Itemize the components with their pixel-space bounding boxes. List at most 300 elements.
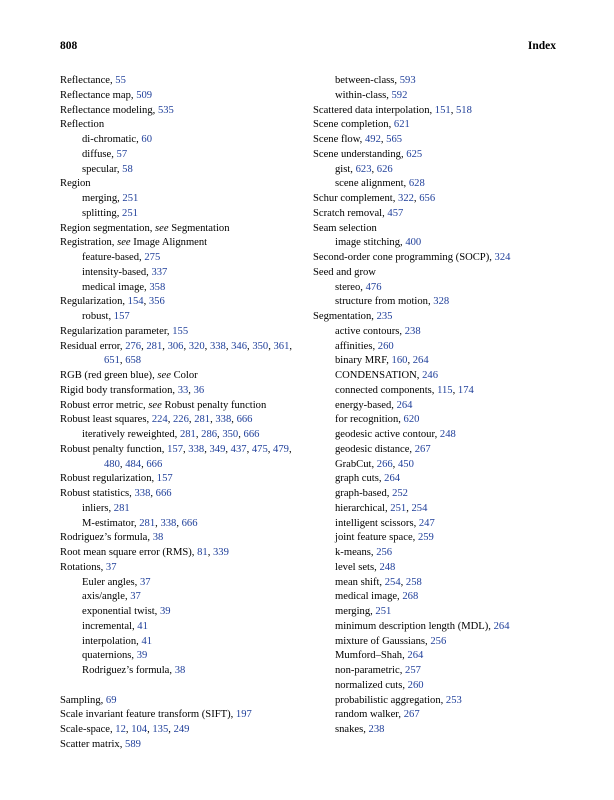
- page-reference-link[interactable]: 155: [172, 325, 189, 337]
- index-term: Region segmentation,: [60, 222, 156, 234]
- page-reference-link[interactable]: 535: [157, 104, 174, 116]
- index-subentry: [60, 192, 308, 207]
- index-subentry: mean shift, 254, 258: [335, 576, 422, 588]
- index-term: Scatter matrix,: [60, 738, 126, 750]
- index-subentry: [60, 502, 308, 517]
- index-entry: Robust least squares, 224, 226, 281, 338, 666: [60, 414, 253, 426]
- page-reference-link[interactable]: 37: [130, 591, 141, 603]
- index-term: graph-based,: [335, 488, 393, 499]
- page-reference-link[interactable]: 251: [390, 502, 407, 514]
- page-reference-link[interactable]: 248: [439, 429, 456, 440]
- page-reference-link[interactable]: 338: [188, 443, 205, 455]
- page-reference-link[interactable]: 666: [146, 458, 163, 470]
- index-term: minimum description length (MDL),: [335, 620, 494, 632]
- page-reference-link[interactable]: 39: [136, 650, 148, 662]
- index-subentry: [313, 531, 563, 546]
- page-reference-link[interactable]: 324: [494, 252, 511, 263]
- index-subentry: [60, 207, 308, 222]
- page-reference-link[interactable]: 623: [355, 163, 372, 175]
- page-reference-link[interactable]: 475: [251, 443, 268, 455]
- page-reference-link[interactable]: 135: [152, 724, 169, 735]
- index-term: connected components,: [335, 384, 438, 396]
- page-reference-link[interactable]: 38: [152, 532, 164, 544]
- page-reference-link[interactable]: 254: [411, 502, 428, 514]
- index-term: diffuse,: [82, 148, 117, 160]
- index-entry: [60, 738, 308, 753]
- index-column-right: [313, 74, 563, 738]
- index-term: Scattered data interpolation,: [313, 104, 435, 116]
- index-term: stereo,: [335, 281, 366, 293]
- section-title: Index: [527, 40, 556, 52]
- page-reference-link[interactable]: 621: [393, 119, 410, 131]
- page-reference-link[interactable]: 12: [115, 724, 126, 735]
- page-reference-link[interactable]: 450: [397, 458, 414, 470]
- page-reference-link[interactable]: 104: [131, 724, 148, 735]
- page-reference-link[interactable]: 281: [194, 414, 211, 426]
- index-term: energy-based,: [335, 399, 397, 411]
- index-column-left: [60, 74, 308, 753]
- index-term: random walker,: [335, 709, 404, 721]
- index-term: incremental,: [82, 620, 138, 632]
- index-term: non-parametric,: [335, 665, 406, 676]
- page-reference-link[interactable]: 224: [151, 414, 168, 426]
- page-reference-link[interactable]: 625: [406, 148, 423, 160]
- page-reference-link[interactable]: 157: [167, 443, 183, 455]
- index-term: medical image,: [335, 591, 403, 603]
- page-reference-link[interactable]: 339: [213, 547, 229, 558]
- see-target: Color: [173, 370, 198, 381]
- page-reference-link[interactable]: 266: [376, 458, 393, 470]
- index-entry: [313, 310, 563, 325]
- index-entry: [60, 236, 308, 251]
- page-reference-link[interactable]: 666: [243, 429, 260, 440]
- page-reference-link[interactable]: 656: [419, 193, 436, 204]
- page-reference-link[interactable]: 246: [422, 370, 438, 381]
- index-subentry: iteratively reweighted, 281, 286, 350, 666: [82, 429, 260, 440]
- index-term: Second-order cone programming (SOCP),: [313, 252, 495, 263]
- index-term: Robust statistics,: [60, 488, 135, 499]
- index-entry: [60, 104, 308, 119]
- index-subentry: [60, 635, 308, 650]
- index-subentry: [60, 310, 308, 325]
- index-term: M-estimator,: [82, 517, 140, 529]
- index-term: Regularization,: [60, 296, 128, 308]
- page-reference-link[interactable]: 589: [125, 738, 141, 750]
- index-term: robust,: [82, 311, 114, 322]
- index-subentry: M-estimator, 281, 338, 666: [82, 517, 198, 529]
- page-reference-link[interactable]: 260: [407, 679, 424, 691]
- index-subentry: hierarchical, 251, 254: [335, 502, 428, 514]
- index-subentry: [313, 517, 563, 532]
- page-reference-link[interactable]: 593: [399, 75, 416, 86]
- page-reference-link[interactable]: 628: [408, 178, 425, 190]
- page-reference-link[interactable]: 509: [136, 89, 153, 101]
- index-term: mixture of Gaussians,: [335, 635, 431, 647]
- page-reference-link[interactable]: 264: [493, 620, 510, 632]
- index-term: active contours,: [335, 325, 405, 337]
- index-term: Euler angles,: [82, 576, 140, 588]
- index-term: exponential twist,: [82, 606, 160, 617]
- index-term: Schur complement,: [313, 193, 399, 204]
- index-term: CONDENSATION,: [335, 370, 423, 381]
- index-term: scene alignment,: [335, 178, 409, 190]
- page-reference-link[interactable]: 338: [209, 340, 226, 352]
- page-reference-link[interactable]: 306: [167, 340, 184, 352]
- page-reference-link[interactable]: 592: [391, 89, 408, 101]
- index-term: Robust penalty function,: [60, 443, 168, 455]
- page-reference-link[interactable]: 518: [455, 104, 472, 116]
- index-term: affinities,: [335, 340, 378, 352]
- page-reference-link[interactable]: 350: [222, 429, 239, 440]
- index-term: inliers,: [82, 502, 114, 514]
- index-entry: [60, 118, 308, 133]
- index-term: Scale-space,: [60, 724, 116, 735]
- index-subentry: [60, 163, 308, 178]
- index-term: merging,: [82, 193, 123, 204]
- page-reference-link[interactable]: 258: [405, 576, 422, 588]
- page-reference-link[interactable]: 157: [113, 311, 130, 322]
- page-reference-link[interactable]: 264: [396, 399, 413, 411]
- index-entry: Robust statistics, 338, 666: [60, 488, 172, 499]
- index-term: Robust error metric,: [60, 399, 149, 411]
- index-term: Scene flow,: [313, 134, 365, 145]
- page-number: 808: [60, 40, 78, 52]
- page-reference-link[interactable]: 281: [146, 340, 163, 352]
- page-reference-link[interactable]: 338: [215, 414, 232, 426]
- index-subentry: [60, 281, 308, 296]
- page-reference-link[interactable]: 33: [177, 384, 189, 396]
- index-entry: [60, 708, 308, 723]
- index-entry: [60, 369, 308, 384]
- index-subentry: [313, 635, 563, 650]
- index-subentry: [313, 723, 563, 738]
- index-term: binary MRF,: [335, 355, 392, 367]
- page-reference-link[interactable]: 620: [403, 414, 420, 426]
- index-entry: [60, 89, 308, 104]
- see-label: see: [148, 399, 162, 411]
- page-reference-link[interactable]: 267: [414, 443, 431, 455]
- page-reference-link[interactable]: 37: [139, 576, 151, 588]
- page-reference-link[interactable]: 565: [386, 134, 403, 145]
- index-entry: [60, 561, 308, 576]
- index-term: Registration,: [60, 237, 118, 249]
- index-term: Rigid body transformation,: [60, 384, 178, 396]
- index-subentry: [313, 620, 563, 635]
- index-entry: Scattered data interpolation, 151, 518: [313, 104, 472, 116]
- page-reference-link[interactable]: 254: [384, 576, 401, 588]
- page-reference-link[interactable]: 457: [387, 207, 404, 219]
- index-subentry: [313, 369, 563, 384]
- index-subentry: binary MRF, 160, 264: [335, 355, 429, 367]
- index-subentry: [313, 472, 563, 487]
- index-entry: [60, 74, 308, 89]
- index-entry: [60, 222, 308, 237]
- page-reference-link[interactable]: 248: [379, 561, 396, 573]
- page-reference-link[interactable]: 666: [155, 488, 172, 499]
- index-term: Rotations,: [60, 561, 106, 573]
- index-subentry: [60, 664, 308, 679]
- page-reference-link[interactable]: 281: [179, 429, 196, 440]
- index-subentry: [313, 236, 563, 251]
- index-term: Seam selection: [313, 222, 377, 234]
- index-term: Robust regularization,: [60, 473, 157, 485]
- page-reference-link[interactable]: 286: [201, 429, 218, 440]
- index-subentry: gist, 623, 626: [335, 163, 393, 175]
- index-term: Rodriguez’s formula,: [82, 665, 175, 676]
- page-reference-link[interactable]: 259: [417, 532, 434, 544]
- index-term: Scene understanding,: [313, 148, 407, 160]
- index-entry: [60, 472, 308, 487]
- page-reference-link[interactable]: 338: [134, 488, 151, 499]
- index-entry: Regularization, 154, 356: [60, 296, 165, 308]
- index-subentry: [60, 133, 308, 148]
- page-reference-link[interactable]: 492: [364, 134, 381, 145]
- index-term: Rodriguez’s formula,: [60, 532, 153, 544]
- index-entry: [60, 694, 308, 709]
- page-reference-link[interactable]: 264: [407, 650, 424, 662]
- index-term: geodesic distance,: [335, 443, 415, 455]
- index-entry: [60, 399, 308, 414]
- page-reference-link[interactable]: 151: [434, 104, 451, 116]
- index-subentry: [313, 177, 563, 192]
- index-term: RGB (red green blue),: [60, 370, 158, 381]
- index-term: snakes,: [335, 724, 369, 735]
- index-term: di-chromatic,: [82, 134, 142, 145]
- page-reference-link[interactable]: 400: [405, 237, 422, 249]
- page-reference-link[interactable]: 267: [403, 709, 420, 721]
- page-reference-link[interactable]: 281: [113, 502, 130, 514]
- index-entry: [60, 325, 308, 340]
- index-term: Residual error,: [60, 340, 126, 352]
- page-reference-link[interactable]: 154: [127, 296, 144, 308]
- index-term: Robust least squares,: [60, 414, 152, 426]
- page-reference-link[interactable]: 350: [252, 340, 269, 352]
- page-reference-link[interactable]: 264: [412, 355, 429, 367]
- index-term: normalized cuts,: [335, 679, 408, 691]
- page-reference-link[interactable]: 328: [433, 296, 450, 308]
- index-term: intensity-based,: [82, 266, 152, 278]
- page-reference-link[interactable]: 238: [404, 325, 421, 337]
- page-reference-link[interactable]: 626: [376, 163, 393, 175]
- index-subentry: [60, 605, 308, 620]
- page-reference-link[interactable]: 361: [273, 340, 290, 352]
- index-entry: [313, 222, 563, 237]
- page-reference-link[interactable]: 251: [122, 207, 138, 219]
- index-subentry: [313, 340, 563, 355]
- index-term: axis/angle,: [82, 591, 131, 603]
- index-subentry: [313, 694, 563, 709]
- index-subentry: [313, 443, 563, 458]
- index-entry: Residual error, 276, 281, 306, 320, 338, 346, 350, 361, 651, 658: [60, 340, 293, 367]
- index-subentry: [313, 708, 563, 723]
- page-reference-link[interactable]: 160: [391, 355, 408, 367]
- page-reference-link[interactable]: 41: [137, 620, 148, 632]
- page-reference-link[interactable]: 252: [392, 488, 408, 499]
- index-term: hierarchical,: [335, 502, 391, 514]
- page-reference-link[interactable]: 479: [273, 443, 289, 455]
- page-reference-link[interactable]: 658: [125, 355, 142, 367]
- index-entry: [313, 266, 563, 281]
- index-term: for recognition,: [335, 414, 404, 426]
- see-target: Segmentation: [171, 222, 230, 234]
- page-reference-link[interactable]: 238: [368, 724, 385, 735]
- index-term: feature-based,: [82, 252, 145, 263]
- page-reference-link[interactable]: 38: [174, 665, 186, 676]
- page-reference-link[interactable]: 58: [122, 163, 133, 175]
- index-term: medical image,: [82, 281, 150, 293]
- page-reference-link[interactable]: 322: [398, 193, 414, 204]
- index-term: k-means,: [335, 547, 377, 558]
- index-term: graph cuts,: [335, 473, 385, 485]
- index-term: splitting,: [82, 207, 123, 219]
- page-reference-link[interactable]: 41: [141, 635, 153, 647]
- index-term: Seed and grow: [313, 266, 376, 278]
- index-entry: [60, 531, 308, 546]
- page-reference-link[interactable]: 251: [375, 606, 392, 617]
- index-subentry: connected components, 115, 174: [335, 384, 474, 396]
- page-reference-link[interactable]: 60: [141, 134, 153, 145]
- index-subentry: [60, 148, 308, 163]
- index-subentry: [313, 561, 563, 576]
- page-reference-link[interactable]: 256: [376, 547, 393, 558]
- page-reference-link[interactable]: 275: [144, 252, 161, 263]
- index-term: interpolation,: [82, 635, 142, 647]
- index-term: structure from motion,: [335, 296, 434, 308]
- index-entry: [313, 207, 563, 222]
- index-term: Mumford–Shah,: [335, 650, 408, 662]
- page-reference-link[interactable]: 346: [231, 340, 248, 352]
- index-subentry: [60, 590, 308, 605]
- page-reference-link[interactable]: 69: [105, 694, 117, 706]
- page-reference-link[interactable]: 55: [115, 75, 126, 86]
- index-term: probabilistic aggregation,: [335, 694, 446, 706]
- page-reference-link[interactable]: 338: [160, 517, 177, 529]
- index-entry: Root mean square error (RMS), 81, 339: [60, 547, 229, 558]
- page-reference-link[interactable]: 197: [235, 709, 252, 721]
- index-subentry: [60, 576, 308, 591]
- index-term: Reflectance map,: [60, 89, 137, 101]
- index-term: within-class,: [335, 89, 392, 101]
- page-reference-link[interactable]: 81: [197, 547, 208, 558]
- index-subentry: [313, 679, 563, 694]
- index-term: merging,: [335, 606, 376, 617]
- index-subentry: [313, 428, 563, 443]
- index-subentry: [313, 590, 563, 605]
- page-reference-link[interactable]: 666: [181, 517, 198, 529]
- index-subentry: [313, 325, 563, 340]
- index-subentry: [313, 664, 563, 679]
- index-subentry: GrabCut, 266, 450: [335, 458, 414, 470]
- index-term: Segmentation,: [313, 311, 377, 322]
- page-reference-link[interactable]: 257: [405, 665, 421, 676]
- index-term: quaternions,: [82, 650, 137, 662]
- page-reference-link[interactable]: 253: [445, 694, 462, 706]
- page-reference-link[interactable]: 260: [377, 340, 394, 352]
- index-term: image stitching,: [335, 237, 406, 249]
- index-subentry: [313, 399, 563, 414]
- index-entry: [313, 148, 563, 163]
- page-reference-link[interactable]: 476: [365, 281, 382, 293]
- page-reference-link[interactable]: 356: [148, 296, 165, 308]
- page-reference-link[interactable]: 358: [149, 281, 166, 293]
- page-reference-link[interactable]: 37: [105, 561, 117, 573]
- page-reference-link[interactable]: 276: [125, 340, 142, 352]
- index-entry: Rigid body transformation, 33, 36: [60, 384, 205, 396]
- see-label: see: [117, 237, 131, 249]
- page-reference-link[interactable]: 174: [457, 384, 474, 396]
- page-reference-link[interactable]: 39: [159, 606, 171, 617]
- index-subentry: [60, 649, 308, 664]
- index-subentry: [60, 620, 308, 635]
- page-reference-link[interactable]: 651: [104, 355, 120, 367]
- index-term: Regularization parameter,: [60, 325, 173, 337]
- index-subentry: [313, 89, 563, 104]
- page-reference-link[interactable]: 57: [116, 148, 128, 160]
- index-subentry: [313, 649, 563, 664]
- index-term: specular,: [82, 163, 123, 175]
- index-term: Scratch removal,: [313, 207, 388, 219]
- page-reference-link[interactable]: 256: [430, 635, 447, 647]
- index-subentry: [313, 413, 563, 428]
- index-entry: [60, 177, 308, 192]
- see-target: Image Alignment: [133, 237, 208, 249]
- see-label: see: [157, 370, 171, 381]
- page-reference-link[interactable]: 320: [188, 340, 205, 352]
- index-term: joint feature space,: [335, 532, 418, 544]
- page-reference-link[interactable]: 115: [437, 384, 453, 396]
- index-subentry: [313, 281, 563, 296]
- index-term: Reflection: [60, 119, 105, 131]
- page-reference-link[interactable]: 235: [376, 311, 393, 322]
- page-reference-link[interactable]: 484: [125, 458, 142, 470]
- page-reference-link[interactable]: 247: [418, 517, 435, 529]
- index-entry: Schur complement, 322, 656: [313, 193, 436, 204]
- page-reference-link[interactable]: 349: [209, 443, 226, 455]
- index-term: intelligent scissors,: [335, 517, 419, 529]
- index-term: Root mean square error (RMS),: [60, 547, 198, 558]
- page-reference-link[interactable]: 480: [104, 458, 120, 470]
- index-subentry: [313, 546, 563, 561]
- index-term: Sampling,: [60, 694, 106, 706]
- page-reference-link[interactable]: 281: [139, 517, 156, 529]
- index-term: geodesic active contour,: [335, 429, 440, 440]
- page-reference-link[interactable]: 251: [122, 193, 139, 204]
- page-reference-link[interactable]: 268: [402, 591, 419, 603]
- page-reference-link[interactable]: 249: [173, 724, 190, 735]
- index-subentry: [60, 251, 308, 266]
- see-target: Robust penalty function: [164, 399, 267, 411]
- page-reference-link[interactable]: 337: [151, 266, 168, 278]
- index-term: between-class,: [335, 75, 400, 86]
- page-reference-link[interactable]: 437: [230, 443, 247, 455]
- index-term: Scene completion,: [313, 119, 394, 131]
- index-term: Reflectance,: [60, 75, 116, 86]
- index-entry: [313, 118, 563, 133]
- index-entry: Scene flow, 492, 565: [313, 134, 403, 145]
- page-reference-link[interactable]: 226: [173, 414, 189, 426]
- page-reference-link[interactable]: 36: [193, 384, 205, 396]
- index-subentry: [313, 605, 563, 620]
- page-reference-link[interactable]: 666: [236, 414, 253, 426]
- page-reference-link[interactable]: 264: [384, 473, 401, 485]
- index-entry: Robust penalty function, 157, 338, 349, 437, 475, 479, 480, 484, 666: [60, 443, 292, 470]
- index-term: GrabCut,: [335, 458, 377, 470]
- index-term: level sets,: [335, 561, 380, 573]
- page-reference-link[interactable]: 157: [156, 473, 173, 485]
- index-term: Region: [60, 178, 91, 190]
- see-label: see: [155, 222, 169, 234]
- index-subentry: [60, 266, 308, 281]
